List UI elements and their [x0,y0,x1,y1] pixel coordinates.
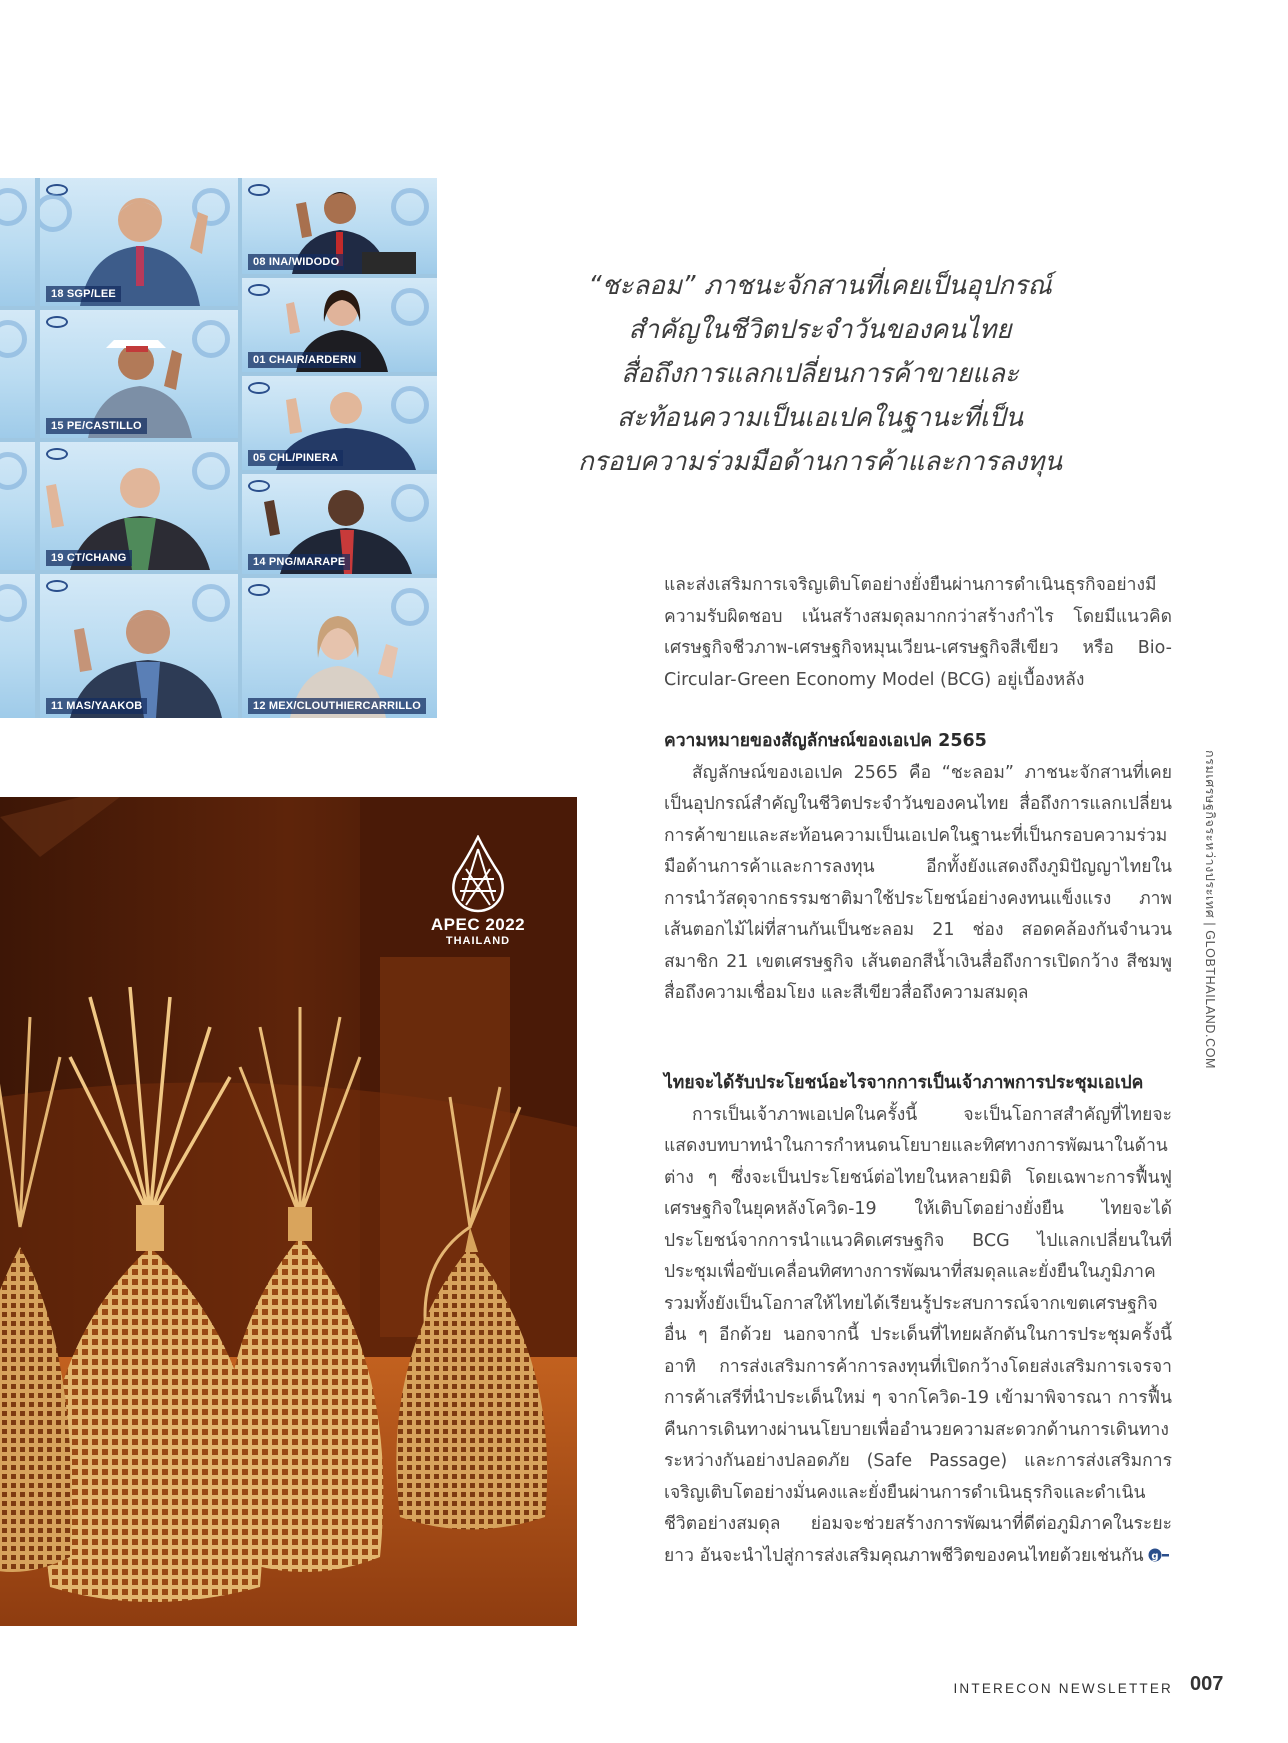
section-host-benefits [664,1068,1172,1572]
participant-label: 14 PNG/MARAPE [248,554,350,570]
section-body-wrap [664,1100,1172,1573]
video-conference-photo [0,178,437,718]
end-mark-icon [1148,1546,1170,1564]
participant-label: 01 CHAIR/ARDERN [248,352,361,368]
intro-text-block [664,570,1172,696]
pull-quote-line: สื่อถึงการแลกเปลี่ยนการค้าขายและ [621,359,1019,389]
footer-publication: INTERECON NEWSLETTER [953,1681,1173,1696]
participant-label: 08 INA/WIDODO [248,254,344,270]
conference-tile-cropped [0,574,35,718]
pull-quote-line: สะท้อนความเป็นเอเปคในฐานะที่เป็น [617,403,1023,433]
conference-tile [40,310,238,438]
section-body: สัญลักษณ์ของเอเปค 2565 คือ “ชะลอม” ภาชนะจักสานที่เคยเป็นอุปกรณ์สำคัญในชีวิตประจำวันของคนไทย สื่อถึงการแลกเปลี่ยนการค้าขายและสะท้อนความเป็นเอเปคในฐานะที่เป็นกรอบความร่วมมือด้านการค้าและการลงทุน อีกทั้งยังแสดงถึงภูมิปัญญาไทยในการนำวัสดุจากธรรมชาติมาใช้ประโยชน์อย่างคงทนแข็งแรง ภาพเส้นตอกไม้ไผ่ที่สานกันเป็นชะลอม 21 ช่อง สอดคล้องกันจำนวนสมาชิก 21 เขตเศรษฐกิจ เส้นตอกสีน้ำเงินสื่อถึงการเปิดกว้าง สีชมพูสื่อถึงความเชื่อมโยง และสีเขียวสื่อถึงความสมดุล [664,762,1172,1003]
conference-tile-cropped [0,178,35,306]
intro-paragraph: และส่งเสริมการเจริญเติบโตอย่างยั่งยืนผ่านการดำเนินธุรกิจอย่างมีความรับผิดชอบ เน้นสร้างสมดุลมากกว่าสร้างกำไร โดยมีแนวคิดเศรษฐกิจชีวภาพ-เศรษฐกิจหมุนเวียน-เศรษฐกิจสีเขียว หรือ Bio-Circular-Green Economy Model (BCG) อยู่เบื้องหลัง [664,575,1172,690]
conference-tile [40,574,238,718]
conference-tile [242,178,437,274]
apec-logo-title: APEC 2022 [430,915,526,934]
pull-quote-line: กรอบความร่วมมือด้านการค้าและการลงทุน [577,447,1063,477]
participant-label: 05 CHL/PINERA [248,450,343,466]
section-symbol-meaning [664,726,1172,1010]
conference-tile-cropped [0,310,35,438]
svg-text:g: g [1151,1550,1159,1562]
pull-quote-line: “ชะลอม” ภาชนะจักสานที่เคยเป็นอุปกรณ์ [588,271,1052,301]
conference-tile [40,178,238,306]
section-heading: ความหมายของสัญลักษณ์ของเอเปค 2565 [664,731,987,751]
conference-tile [242,376,437,470]
pull-quote-line: สำคัญในชีวิตประจำวันของคนไทย [628,315,1012,345]
conference-tile [40,442,238,570]
side-tab [1200,750,1230,1070]
participant-label: 12 MEX/CLOUTHIERCARRILLO [248,698,426,714]
apec-logo-subtitle: THAILAND [445,935,511,947]
page-number: 007 [1190,1673,1224,1695]
chalom-logo-icon [448,835,508,913]
participant-label: 15 PE/CASTILLO [46,418,147,434]
participant-label: 11 MAS/YAAKOB [46,698,147,714]
section-body: การเป็นเจ้าภาพเอเปคในครั้งนี้ จะเป็นโอกาสสำคัญที่ไทยจะแสดงบทบาทนำในการกำหนดนโยบายและทิศทางการพัฒนาในด้านต่าง ๆ ซึ่งจะเป็นประโยชน์ต่อไทยในหลายมิติ โดยเฉพาะการฟื้นฟูเศรษฐกิจในยุคหลังโควิด-19 ให้เติบโตอย่างยั่งยืน ไทยจะได้ประโยชน์จากการนำแนวคิดเศรษฐกิจ BCG ไปแลกเปลี่ยนในที่ประชุมเพื่อขับเคลื่อนทิศทางการพัฒนาที่สมดุลและยั่งยืนในภูมิภาค รวมทั้งยังเป็นโอกาสให้ไทยได้เรียนรู้ประสบการณ์จากเขตเศรษฐกิจอื่น ๆ อีกด้วย นอกจากนี้ ประเด็นที่ไทยผลักดันในการประชุมครั้งนี้ อาทิ การส่งเสริมการค้าการลงทุนที่เปิดกว้างโดยส่งเสริมการเจรจาการค้าเสรีที่นำประเด็นใหม่ ๆ จากโควิด-19 เข้ามาพิจารณา การฟื้นคืนการเดินทางผ่านนโยบายเพื่ออำนวยความสะดวกด้านการเดินทางระหว่างกันอย่างปลอดภัย (Safe Passage) และการส่งเสริมการเจริญเติบโตอย่างมั่นคงและยั่งยืนผ่านการดำเนินธุรกิจและดำเนินชีวิตอย่างสมดุล ย่อมจะช่วยสร้างการพัฒนาที่ดีต่อภูมิภาคในระยะยาว อันจะนำไปสู่การส่งเสริมคุณภาพชีวิตของคนไทยด้วยเช่นกัน [664,1104,1172,1566]
apec-2022-logo [418,835,538,947]
participant-label: 18 SGP/LEE [46,286,121,302]
conference-tile-cropped [0,442,35,570]
conference-tile [242,578,437,718]
conference-tile [242,278,437,372]
conference-tile [242,474,437,574]
side-tab-text: กรมเศรษฐกิจระหว่างประเทศ | GLOBTHAILAND.COM [1203,750,1217,1070]
participant-label: 19 CT/CHANG [46,550,132,566]
section-heading: ไทยจะได้รับประโยชน์อะไรจากการเป็นเจ้าภาพการประชุมเอเปค [664,1073,1144,1093]
pull-quote [540,264,1100,484]
